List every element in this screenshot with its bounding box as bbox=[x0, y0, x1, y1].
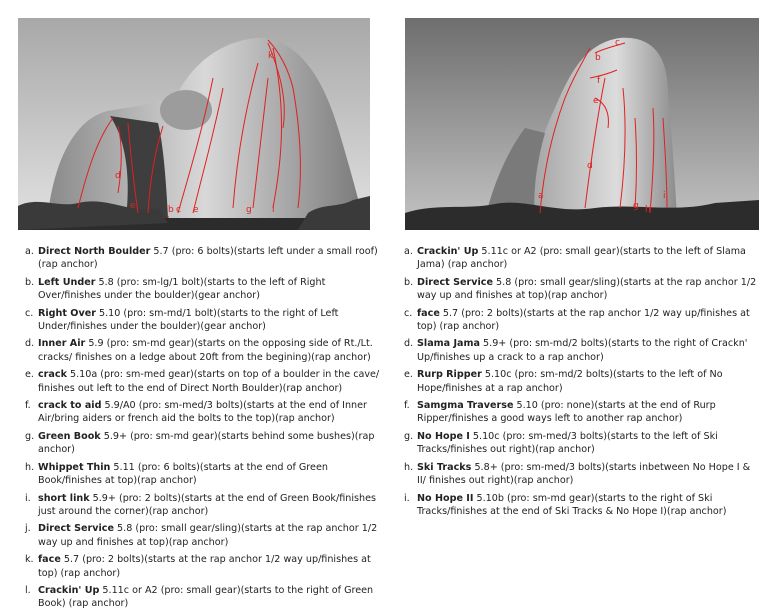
route-item bbox=[404, 368, 759, 395]
route-letter: c. bbox=[25, 307, 34, 319]
route-letter: l. bbox=[25, 584, 31, 596]
route-item bbox=[404, 307, 759, 334]
svg-text:g: g bbox=[633, 201, 639, 211]
route-letter: a. bbox=[404, 246, 413, 257]
svg-text:b: b bbox=[168, 205, 174, 215]
route-item bbox=[25, 553, 380, 580]
route-detail: 5.10 (pro: none)(starts at the end of Rurp Ripper/finishes a good ways left to another rap anchor) bbox=[417, 400, 716, 425]
route-letter: d. bbox=[25, 338, 35, 350]
svg-text:g: g bbox=[246, 205, 252, 215]
route-letter: g. bbox=[25, 430, 35, 442]
route-name: Direct Service bbox=[38, 523, 114, 535]
route-letter: j. bbox=[25, 523, 31, 535]
svg-text:h: h bbox=[645, 205, 651, 215]
route-item bbox=[25, 430, 380, 457]
route-detail: 5.11c or A2 (pro: small gear)(starts to the left of Slama Jama) (rap anchor) bbox=[417, 246, 746, 271]
route-detail: 5.10c (pro: sm-med/3 bolts)(starts to the left of Ski Tracks/finishes out right)(rap anchor) bbox=[417, 430, 718, 456]
route-item bbox=[404, 276, 759, 303]
route-item bbox=[404, 430, 759, 457]
route-item bbox=[404, 399, 759, 426]
route-item bbox=[25, 368, 380, 395]
route-item bbox=[25, 584, 380, 611]
route-name: Green Book bbox=[38, 430, 101, 442]
route-letter: d. bbox=[404, 338, 414, 350]
route-letter: i. bbox=[404, 492, 410, 504]
route-name: crack bbox=[38, 369, 67, 381]
route-name: Direct Service bbox=[417, 276, 493, 288]
svg-text:e: e bbox=[593, 96, 599, 106]
route-item bbox=[25, 399, 380, 426]
svg-text:f: f bbox=[597, 76, 601, 86]
route-detail: 5.11c or A2 (pro: small gear)(starts to the right of Green Book) (rap anchor) bbox=[38, 584, 374, 610]
route-name: face bbox=[38, 554, 61, 566]
svg-text:l: l bbox=[272, 205, 275, 215]
route-detail: 5.9+ (pro: sm-md/2 bolts)(starts to the right of Crackn' Up/finishes up a crack to a rap anchor) bbox=[417, 338, 748, 363]
route-detail: 5.8 (pro: sm-lg/1 bolt)(starts to the left of Right Over/finishes under the boulder)(gear anchor) bbox=[38, 276, 326, 302]
route-detail: 5.11 (pro: 6 bolts)(starts at the end of Green Book/finishes at top)(rap anchor) bbox=[38, 461, 328, 487]
right-route-photo bbox=[405, 18, 759, 230]
route-detail: 5.10a (pro: sm-med gear)(starts on top of a boulder in the cave/ finishes out left to the end of Direct North Boulder)(rap anchor) bbox=[38, 369, 380, 394]
route-detail: 5.9+ (pro: 2 bolts)(starts at the end of Green Book/finishes just around the corner)(rap anchor) bbox=[38, 492, 376, 517]
route-detail: 5.9 (pro: sm-md gear)(starts on the opposing side of Rt./Lt. cracks/ finishes on a ledge about 20ft from the begining)(rap anchor) bbox=[38, 338, 373, 363]
route-item bbox=[404, 337, 759, 364]
route-detail: 5.8 (pro: small gear/sling)(starts at the rap anchor 1/2 way up and finishes at top)(rap anchor) bbox=[38, 523, 378, 548]
route-name: Left Under bbox=[38, 276, 96, 288]
route-item bbox=[25, 522, 380, 549]
route-detail: 5.10 (pro: sm-md/1 bolt)(starts to the right of Left Under/finishes under the boulder)(gear anchor) bbox=[38, 307, 339, 333]
route-detail: 5.10c (pro: sm-md/2 bolts)(starts to the left of No Hope/finishes at a rap anchor) bbox=[417, 369, 723, 394]
svg-text:e: e bbox=[130, 201, 136, 211]
right-rock-image bbox=[405, 18, 759, 230]
route-name: Direct North Boulder bbox=[38, 246, 151, 257]
right-route-list bbox=[404, 245, 759, 522]
route-item bbox=[25, 276, 380, 303]
svg-text:a: a bbox=[538, 191, 544, 201]
route-name: Slama Jama bbox=[417, 338, 480, 350]
svg-text:b: b bbox=[595, 53, 601, 63]
svg-text:c: c bbox=[176, 205, 181, 215]
route-name: Whippet Thin bbox=[38, 461, 111, 473]
route-detail: 5.7 (pro: 2 bolts)(starts at the rap anchor 1/2 way up/finishes at top) (rap anchor) bbox=[38, 554, 371, 579]
route-detail: 5.7 (pro: 6 bolts)(starts left under a small roof)(rap anchor) bbox=[38, 246, 378, 271]
route-detail: 5.8 (pro: small gear/sling)(starts at the rap anchor 1/2 way up and finishes at top)(rap anchor) bbox=[417, 276, 757, 302]
route-detail: 5.8+ (pro: sm-med/3 bolts)(starts inbetween No Hope I & II/ finishes out right)(rap anchor) bbox=[417, 461, 751, 487]
route-item bbox=[25, 245, 380, 272]
route-detail: 5.10b (pro: sm-md gear)(starts to the right of Ski Tracks/finishes at the end of Ski Tracks & No Hope I)(rap anchor) bbox=[417, 492, 727, 517]
route-item bbox=[25, 337, 380, 364]
route-detail: 5.9+ (pro: sm-md gear)(starts behind some bushes)(rap anchor) bbox=[38, 430, 375, 456]
route-item bbox=[25, 461, 380, 488]
route-item bbox=[25, 492, 380, 519]
route-letter: g. bbox=[404, 430, 414, 442]
route-letter: e. bbox=[404, 369, 413, 381]
svg-text:e: e bbox=[193, 205, 199, 215]
route-name: Inner Air bbox=[38, 338, 86, 350]
route-name: face bbox=[417, 307, 440, 319]
route-item bbox=[404, 492, 759, 519]
route-name: Crackin' Up bbox=[38, 584, 100, 596]
svg-text:c: c bbox=[615, 38, 620, 48]
left-route-list bbox=[25, 245, 380, 615]
route-detail: 5.9/A0 (pro: sm-med/3 bolts)(starts at the end of Inner Air/bring aiders or french aid the bolts to the top)(rap anchor) bbox=[38, 400, 367, 425]
left-rock-image bbox=[18, 18, 370, 230]
route-name: Rurp Ripper bbox=[417, 369, 482, 381]
left-route-photo bbox=[18, 18, 370, 230]
route-name: Crackin' Up bbox=[417, 246, 479, 257]
route-name: No Hope I bbox=[417, 430, 470, 442]
route-letter: i. bbox=[25, 492, 31, 504]
route-letter: h. bbox=[25, 461, 35, 473]
route-item bbox=[25, 307, 380, 334]
route-name: Right Over bbox=[38, 307, 96, 319]
svg-text:k: k bbox=[268, 51, 274, 61]
route-name: No Hope II bbox=[417, 492, 474, 504]
route-name: crack to aid bbox=[38, 400, 102, 412]
route-name: short link bbox=[38, 492, 90, 504]
svg-text:d: d bbox=[587, 161, 593, 171]
route-name: Ski Tracks bbox=[417, 461, 472, 473]
route-letter: b. bbox=[404, 276, 414, 288]
route-name: Samgma Traverse bbox=[417, 400, 514, 412]
route-letter: k. bbox=[25, 554, 34, 566]
route-letter: h. bbox=[404, 461, 414, 473]
route-item bbox=[404, 461, 759, 488]
route-item bbox=[404, 245, 759, 272]
route-letter: e. bbox=[25, 369, 34, 381]
route-letter: b. bbox=[25, 276, 35, 288]
svg-text:d: d bbox=[115, 171, 121, 181]
route-letter: f. bbox=[404, 400, 410, 412]
route-detail: 5.7 (pro: 2 bolts)(starts at the rap anchor 1/2 way up/finishes at top) (rap anchor) bbox=[417, 307, 750, 333]
route-letter: f. bbox=[25, 400, 31, 412]
route-letter: c. bbox=[404, 307, 413, 319]
route-letter: a. bbox=[25, 246, 34, 257]
svg-text:i: i bbox=[663, 191, 666, 201]
